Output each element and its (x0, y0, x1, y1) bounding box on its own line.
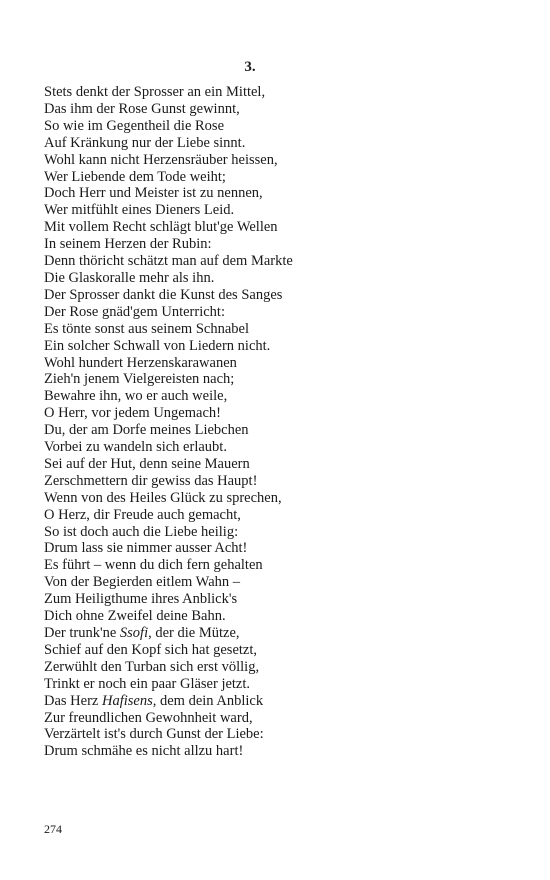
poem-line: Schief auf den Kopf sich hat gesetzt, (44, 641, 257, 658)
poem-line: Ein solcher Schwall von Liedern nicht. (44, 337, 271, 354)
poem-line: Zerschmettern dir gewiss das Haupt! (44, 472, 258, 489)
poem-line: Drum lass sie nimmer ausser Acht! (44, 540, 248, 557)
poem-line (44, 625, 504, 642)
poem-text-segment: Das Herz (44, 692, 102, 709)
poem-line: Stets denkt der Sprosser an ein Mittel, (44, 84, 266, 100)
poem-line: Bewahre ihn, wo er auch weile, (44, 388, 228, 405)
poem-line: Zerwühlt den Turban sich erst völlig, (44, 658, 260, 675)
poem-line (44, 693, 504, 710)
poem-line: Vorbei zu wandeln sich erlaubt. (44, 439, 227, 456)
poem-line: So wie im Gegentheil die Rose (44, 117, 225, 134)
poem-line: Zur freundlichen Gewohnheit ward, (44, 709, 253, 726)
poem-line: Du, der am Dorfe meines Liebchen (44, 422, 249, 439)
poem-line: So ist doch auch die Liebe heilig: (44, 523, 239, 540)
poem-number: 3. (244, 59, 256, 75)
poem-line: Sei auf der Hut, denn seine Mauern (44, 455, 250, 472)
poem-line: Wenn von des Heiles Glück zu sprechen, (44, 489, 282, 506)
poem-line: Von der Begierden eitlem Wahn – (44, 574, 241, 591)
poem-line: Drum schmähe es nicht allzu hart! (44, 743, 244, 760)
poem-line: Trinkt er noch ein paar Gläser jetzt. (44, 675, 251, 692)
poem-line: Doch Herr und Meister ist zu nennen, (44, 185, 263, 202)
poem-line: Zum Heiligthume ihres Anblick's (44, 591, 238, 608)
poem-line: O Herr, vor jedem Ungemach! (44, 405, 221, 422)
poem-line: Wer mitfühlt eines Dieners Leid. (44, 202, 235, 219)
poem-line: Wohl hundert Herzenskarawanen (44, 354, 237, 371)
poem-line: O Herz, dir Freude auch gemacht, (44, 506, 241, 523)
poem-line: Zieh'n jenem Vielgereisten nach; (44, 371, 235, 388)
poem-line: Wohl kann nicht Herzensräuber heissen, (44, 151, 278, 168)
poem-text-segment: Der trunk'ne (44, 625, 120, 641)
italic-name: Ssofi (119, 625, 149, 641)
poem-line: Mit vollem Recht schlägt blut'ge Wellen (44, 219, 278, 236)
poem-line: Das ihm der Rose Gunst gewinnt, (44, 100, 240, 117)
poem-line: Der Rose gnäd'gem Unterricht: (44, 303, 225, 320)
poem-line: In seinem Herzen der Rubin: (44, 236, 212, 253)
poem-line: Wer Liebende dem Tode weiht; (44, 168, 226, 185)
italic-name: Hafisens (101, 692, 153, 709)
page-number: 274 (44, 822, 62, 836)
poem-line: Denn thöricht schätzt man auf dem Markte (44, 253, 293, 270)
poem-text (44, 84, 504, 760)
poem-text-segment: , dem dein Anblick (152, 692, 264, 709)
poem-text-segment: , der die Mütze, (148, 625, 240, 641)
poem-line: Verzärtelt ist's durch Gunst der Liebe: (44, 726, 264, 743)
poem-line: Dich ohne Zweifel deine Bahn. (44, 608, 226, 625)
poem-line: Auf Kränkung nur der Liebe sinnt. (44, 134, 246, 151)
poem-line: Es tönte sonst aus seinem Schnabel (44, 320, 249, 337)
poem-line: Es führt – wenn du dich fern gehalten (44, 557, 263, 574)
poem-line: Die Glaskoralle mehr als ihn. (44, 269, 215, 286)
poem-line: Der Sprosser dankt die Kunst des Sanges (44, 286, 283, 303)
